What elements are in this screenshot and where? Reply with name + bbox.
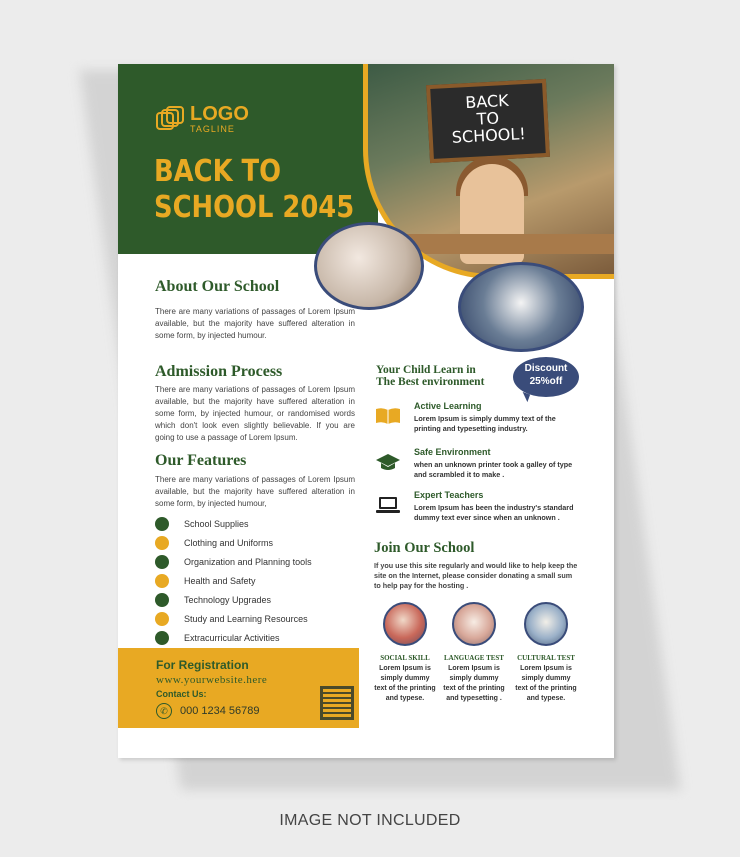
laptop-icon	[375, 496, 401, 514]
list-item: Study and Learning Resources	[155, 609, 312, 628]
join-text: If you use this site regularly and would like to help keep the site on the Internet, please consider donating a small sum to help pay for the hosting .	[374, 561, 578, 590]
contact-label: Contact Us:	[156, 689, 207, 699]
list-item: Extracurricular Activities	[155, 628, 312, 647]
bullet-dot-icon	[155, 574, 169, 588]
registration-heading: For Registration	[156, 658, 249, 672]
list-item: Health and Safety	[155, 571, 312, 590]
bullet-dot-icon	[155, 536, 169, 550]
website-link[interactable]: www.yourwebsite.here	[156, 674, 268, 686]
test-social-skill: SOCIAL SKILL Lorem Ipsum is simply dummy text of the printing and typese.	[374, 602, 436, 704]
chalkboard-sign: BACK TO SCHOOL!	[426, 79, 550, 163]
students-photo-circle	[458, 262, 584, 352]
school-flyer	[118, 64, 614, 758]
admission-text: There are many variations of passages of Lorem Ipsum available, but the majority have suffered alteration in some form, by injected humour, or randomised words which don't look even slightly believable. If you are going to use a passage of Lorem Ipsum.	[155, 385, 355, 442]
logo-name: LOGO	[190, 103, 249, 125]
graduation-cap-icon	[375, 453, 401, 473]
bullet-dot-icon	[155, 517, 169, 531]
list-item: Technology Upgrades	[155, 590, 312, 609]
bullet-dot-icon	[155, 593, 169, 607]
bullet-dot-icon	[155, 631, 169, 645]
features-text: There are many variations of passages of Lorem Ipsum available, but the majority have suffered alteration in some form, by injected humour,	[155, 475, 355, 508]
cultural-test-photo	[524, 602, 568, 646]
test-language: LANGUAGE TEST Lorem Ipsum is simply dummy text of the printing and typesetting .	[443, 602, 505, 704]
flyer-title: BACK TO SCHOOL 2045	[154, 154, 355, 225]
admission-heading: Admission Process	[155, 363, 283, 380]
about-heading: About Our School	[155, 278, 280, 295]
join-heading: Join Our School	[374, 540, 475, 556]
qr-code	[320, 686, 354, 720]
image-caption: IMAGE NOT INCLUDED	[279, 812, 461, 829]
discount-badge: Discount 25%off	[513, 357, 579, 397]
phone-number[interactable]: 000 1234 56789	[180, 705, 260, 717]
list-item: School Supplies	[155, 514, 312, 533]
child-learn-heading: Your Child Learn in The Best environment	[376, 364, 485, 388]
logo-mark-icon	[156, 106, 186, 132]
book-icon	[375, 407, 401, 425]
registration-box	[118, 648, 359, 728]
features-list	[155, 514, 312, 647]
social-skill-photo	[383, 602, 427, 646]
bullet-dot-icon	[155, 555, 169, 569]
language-test-photo	[452, 602, 496, 646]
logo-tagline: TAGLINE	[190, 124, 235, 134]
classroom-photo-circle	[314, 222, 424, 310]
list-item: Clothing and Uniforms	[155, 533, 312, 552]
logo	[156, 104, 249, 134]
test-cultural: CULTURAL TEST Lorem Ipsum is simply dummy text of the printing and typese.	[515, 602, 577, 704]
phone-icon: ✆	[156, 703, 172, 719]
benefit-safe-environment: Safe Environment when an unknown printer took a galley of type and scrambled it to make .	[374, 447, 584, 480]
bullet-dot-icon	[155, 612, 169, 626]
list-item: Organization and Planning tools	[155, 552, 312, 571]
about-text: There are many variations of passages of Lorem Ipsum available, but the majority have suffered alteration in some form, by injected humour.	[155, 307, 355, 340]
benefit-active-learning: Active Learning Lorem Ipsum is simply dummy text of the printing and typesetting industry.	[374, 401, 584, 434]
benefit-expert-teachers: Expert Teachers Lorem Ipsum has been the industry's standard dummy text ever since when an unknown .	[374, 490, 584, 523]
features-heading: Our Features	[155, 452, 247, 469]
